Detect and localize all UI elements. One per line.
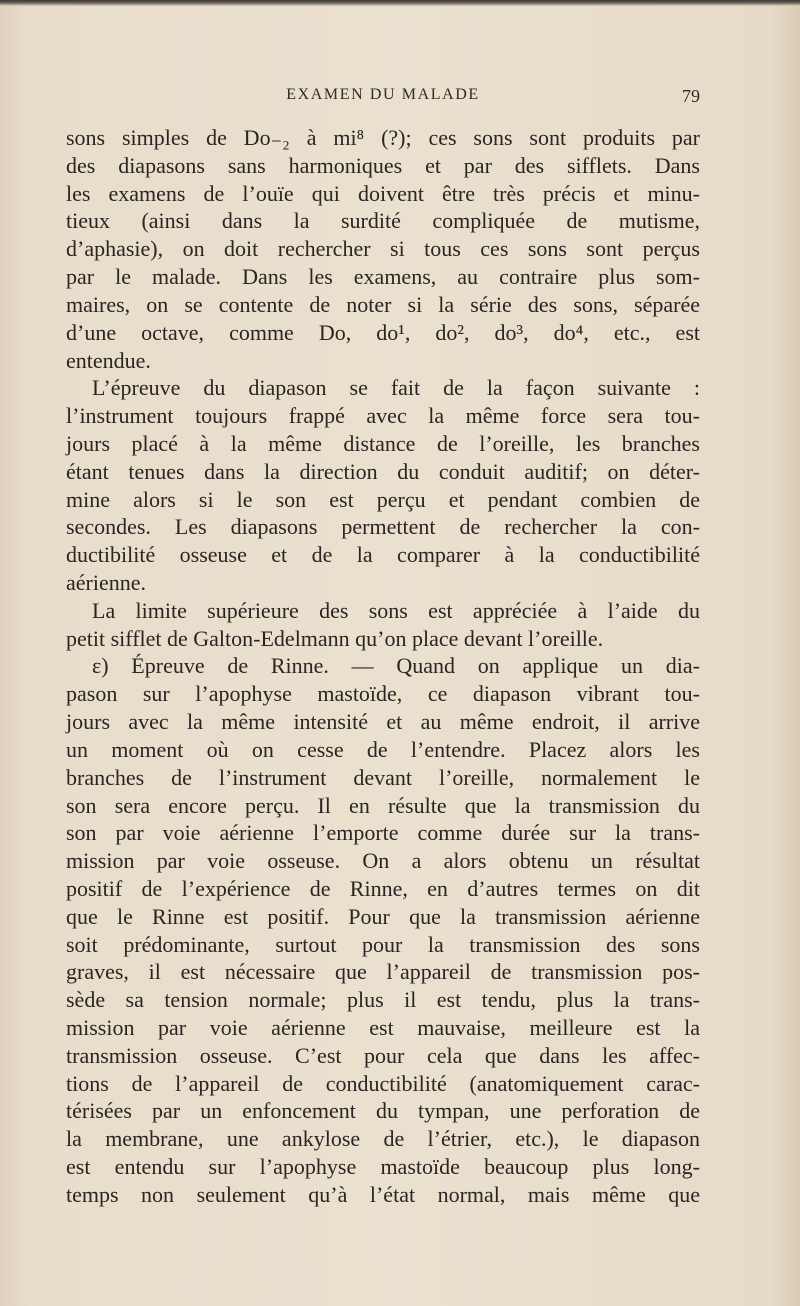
text-line [66, 430, 700, 458]
text-line-content: soit prédominante, surtout pour la transmission des sons [66, 931, 700, 957]
text-line [66, 458, 700, 486]
text-line-content: sède sa tension normale; plus il est tendu, plus la trans- [66, 987, 700, 1013]
text-line [66, 180, 700, 208]
text-line-content: térisées par un enfoncement du tympan, une perforation de [66, 1098, 700, 1124]
text-line-content: des diapasons sans harmoniques et par des sifflets. Dans [66, 152, 700, 178]
text-line-content: jours placé à la même distance de l’oreille, les branches [66, 430, 700, 456]
text-line [66, 1181, 700, 1209]
text-line-content: la membrane, une ankylose de l’étrier, etc.), le diapason [66, 1126, 700, 1152]
text-line [66, 819, 700, 847]
text-line-content: tions de l’appareil de conductibilité (anatomiquement carac- [66, 1070, 700, 1096]
text-line [66, 1070, 700, 1098]
text-line-content: La limite supérieure des sons est appréciée à l’aide du [92, 597, 700, 623]
text-line [66, 1153, 700, 1181]
text-line-content: son sera encore perçu. Il en résulte que la transmission du [66, 792, 700, 818]
text-line [66, 597, 700, 625]
text-line-content: L’épreuve du diapason se fait de la façon suivante : [92, 375, 700, 401]
text-line [66, 652, 700, 680]
text-line [66, 680, 700, 708]
text-line [66, 569, 700, 597]
text-line [66, 1042, 700, 1070]
text-line [66, 986, 700, 1014]
text-line-content: secondes. Les diapasons permettent de rechercher la con- [66, 514, 700, 540]
text-line-content: entendue. [66, 347, 151, 373]
text-line [66, 541, 700, 569]
text-line [66, 958, 700, 986]
text-line-content: étant tenues dans la direction du conduit auditif; on déter- [66, 458, 700, 484]
text-line [66, 347, 700, 375]
text-line-content: mission par voie osseuse. On a alors obtenu un résultat [66, 848, 700, 874]
text-line [66, 486, 700, 514]
text-line [66, 903, 700, 931]
text-line-content: petit sifflet de Galton-Edelmann qu’on place devant l’oreille. [66, 625, 604, 651]
text-line [66, 875, 700, 903]
text-line-content: est entendu sur l’apophyse mastoïde beaucoup plus long- [66, 1154, 700, 1180]
text-line-content: tieux (ainsi dans la surdité compliquée de mutisme, [66, 208, 700, 234]
text-line-content: pason sur l’apophyse mastoïde, ce diapason vibrant tou- [66, 681, 700, 707]
text-line-content: branches de l’instrument devant l’oreille, normalement le [66, 764, 700, 790]
text-line [66, 235, 700, 263]
text-line [66, 1097, 700, 1125]
text-line-content: positif de l’expérience de Rinne, en d’autres termes on dit [66, 875, 700, 901]
text-line [66, 1014, 700, 1042]
text-line-content: graves, il est nécessaire que l’appareil de transmission pos- [66, 959, 700, 985]
text-line-content: maires, on se contente de noter si la série des sons, séparée [66, 291, 700, 317]
text-line-content: un moment où on cesse de l’entendre. Placez alors les [66, 736, 700, 762]
text-line [66, 736, 700, 764]
text-line-content: mission par voie aérienne est mauvaise, meilleure est la [66, 1015, 700, 1040]
text-line-content: ε) Épreuve de Rinne. — Quand on applique un dia- [92, 653, 700, 679]
running-title: EXAMEN DU MALADE [286, 86, 480, 103]
text-line-content: par le malade. Dans les examens, au contraire plus som- [66, 264, 700, 290]
text-line [66, 374, 700, 402]
text-line-content: transmission osseuse. C’est pour cela que dans les affec- [66, 1042, 700, 1068]
text-line-content: d’une octave, comme Do, do¹, do², do³, do⁴, etc., est [66, 319, 700, 345]
text-line-content: aérienne. [66, 570, 146, 595]
text-line [66, 291, 700, 319]
text-line-content: l’instrument toujours frappé avec la même force sera tou- [66, 403, 700, 429]
text-line-content: que le Rinne est positif. Pour que la transmission aérienne [66, 903, 700, 929]
text-line [66, 792, 700, 820]
text-line [66, 708, 700, 736]
text-line [66, 124, 700, 152]
text-line [66, 263, 700, 291]
text-line [66, 847, 700, 875]
text-line [66, 625, 700, 653]
page-top-edge [0, 0, 800, 6]
text-line-content: son par voie aérienne l’emporte comme durée sur la trans- [66, 820, 700, 846]
text-line [66, 319, 700, 347]
text-line [66, 207, 700, 235]
text-line-content: mine alors si le son est perçu et pendant combien de [66, 486, 700, 512]
text-line-content: ductibilité osseuse et de la comparer à la conductibilité [66, 542, 700, 568]
text-line [66, 931, 700, 959]
text-line-content: d’aphasie), on doit rechercher si tous ces sons sont perçus [66, 236, 700, 262]
text-line-content: les examens de l’ouïe qui doivent être très précis et minu- [66, 180, 700, 206]
text-line [66, 513, 700, 541]
text-line [66, 1125, 700, 1153]
text-line [66, 764, 700, 792]
page-number: 79 [682, 86, 700, 106]
text-line [66, 402, 700, 430]
text-line-content: sons simples de Do₋₂ à mi⁸ (?); ces sons sont produits par [66, 125, 700, 150]
body-text [66, 124, 700, 1209]
text-line-content: jours avec la même intensité et au même endroit, il arrive [66, 709, 700, 735]
text-line [66, 152, 700, 180]
running-head [66, 86, 700, 114]
text-line-content: temps non seulement qu’à l’état normal, mais même que [66, 1181, 700, 1207]
